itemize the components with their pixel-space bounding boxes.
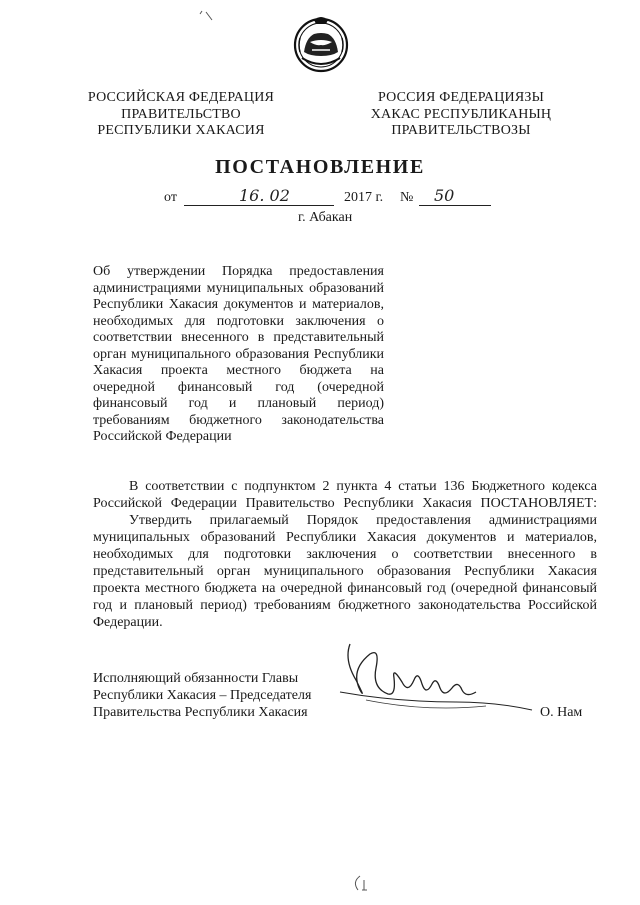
subject-line: Российской Федерации xyxy=(93,429,232,444)
signatory-line: Правительства Республики Хакасия xyxy=(93,705,308,720)
subject-line: соответствии внесенного в представительный xyxy=(93,330,384,345)
document-subject xyxy=(93,264,384,446)
handwritten-number: 50 xyxy=(434,186,455,205)
body-line: муниципальных образований Республики Хакасия документов и материалов, xyxy=(93,530,597,545)
subject-line: требованиям бюджетного законодательства xyxy=(93,412,384,428)
signatory-line: Исполняющий обязанности Главы xyxy=(93,671,299,686)
signature-icon xyxy=(336,640,536,730)
date-underline xyxy=(184,205,334,206)
number-label: № xyxy=(400,190,414,205)
header-left-line: РОССИЙСКАЯ ФЕДЕРАЦИЯ xyxy=(87,90,275,105)
signatory-position xyxy=(93,670,323,721)
page-mark-icon xyxy=(350,872,374,894)
subject-line: администрациями муниципальных образований xyxy=(93,280,384,296)
subject-line: необходимых для подготовки заключения о xyxy=(93,313,384,329)
subject-line: Об утверждении Порядка предоставления xyxy=(93,264,384,279)
handwritten-date: 16. 02 xyxy=(239,186,290,205)
document-title: ПОСТАНОВЛЕНИЕ xyxy=(215,156,425,178)
header-right-line: РОССИЯ ФЕДЕРАЦИЯЗЫ xyxy=(377,90,545,105)
subject-line: орган муниципального образования Республики xyxy=(93,346,384,362)
scan-mark-icon xyxy=(198,8,228,28)
header-left-line: РЕСПУБЛИКИ ХАКАСИЯ xyxy=(97,123,265,138)
document-year: 2017 г. xyxy=(344,190,384,205)
body-line: Федерации. xyxy=(93,615,163,630)
subject-line: Республики Хакасия документов и материалов, xyxy=(93,297,384,312)
header-left-line: ПРАВИТЕЛЬСТВО xyxy=(121,106,241,122)
body-line: представительный орган муниципального образования Республики Хакасия xyxy=(93,564,597,579)
body-line: год и плановый период) требованиям бюджетного законодательства Российской xyxy=(93,598,597,613)
body-line: необходимых для подготовки заключения о соответствии внесенного в xyxy=(93,547,597,562)
subject-line: очередной финансовый год (очередной xyxy=(93,379,384,395)
body-line: Утвердить прилагаемый Порядок предоставления администрациями xyxy=(129,513,597,528)
date-prefix: от xyxy=(164,190,177,205)
signatory-line: Республики Хакасия – Председателя xyxy=(93,688,312,703)
subject-line: финансовый год и плановый период) xyxy=(93,396,384,411)
subject-line: Хакасия проекта местного бюджета на xyxy=(93,363,384,378)
header-right-line: ХАКАС РЕСПУБЛИКАНЫҢ xyxy=(370,106,552,122)
signer-name: О. Нам xyxy=(540,705,583,720)
body-line: Российской Федерации Правительство Республики Хакасия ПОСТАНОВЛЯЕТ: xyxy=(93,496,597,511)
header-left-russian xyxy=(66,90,296,140)
body-line: В соответствии с подпунктом 2 пункта 4 статьи 136 Бюджетного кодекса xyxy=(129,479,597,494)
number-underline xyxy=(419,205,491,206)
date-number-row xyxy=(164,186,494,210)
document-body xyxy=(93,478,597,631)
body-line: проекта местного бюджета на очередной финансовый год (очередной финансовый xyxy=(93,581,597,596)
header-right-khakas xyxy=(346,90,576,140)
city-name: г. Абакан xyxy=(298,210,353,225)
coat-of-arms-icon xyxy=(292,12,350,74)
header-right-line: ПРАВИТЕЛЬСТВОЗЫ xyxy=(391,123,531,138)
